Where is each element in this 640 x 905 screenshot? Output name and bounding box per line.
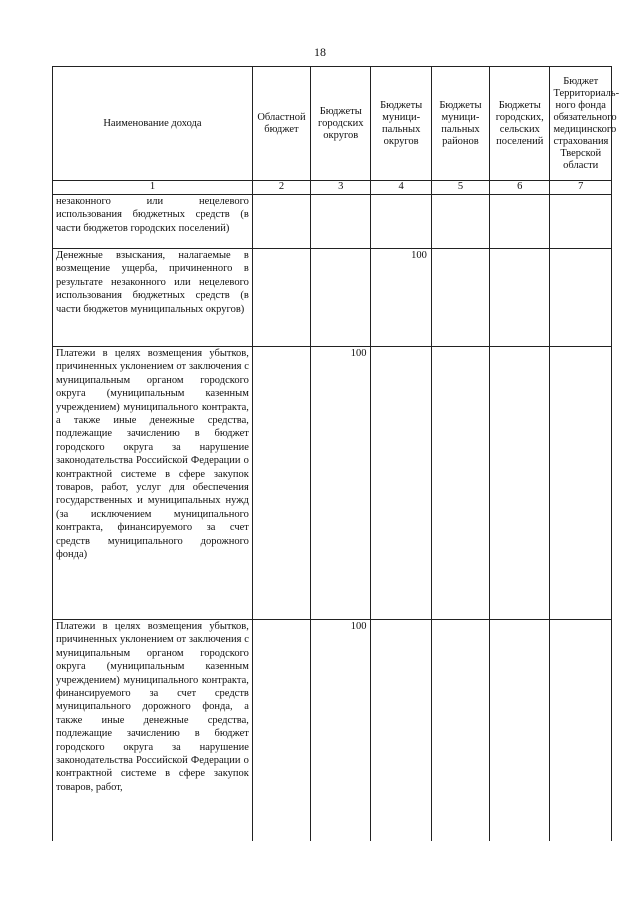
column-number: 4 (371, 181, 431, 195)
header-regional-budget: Областной бюджет (252, 67, 310, 181)
value-cell: 100 (311, 620, 371, 842)
revenue-name-cell: незаконного или нецелевого использования бюджетных средств (в части бюджетов городских поселений) (53, 195, 253, 249)
value-cell (311, 249, 371, 347)
column-number: 5 (431, 181, 489, 195)
value-cell: 100 (311, 347, 371, 620)
column-number: 7 (550, 181, 612, 195)
value-cell (490, 249, 550, 347)
value-cell (431, 347, 489, 620)
table-header-row (53, 67, 612, 181)
revenue-distribution-table (52, 66, 620, 841)
value-cell (490, 195, 550, 249)
value-cell (550, 195, 612, 249)
revenue-name-cell: Платежи в целях возмещения убытков, причиненных уклонением от заключения с муниципальным органом городского округа (муниципальным казенным учреждением) муниципального контракта, а также иные денежные средства, подлежащие зачислению в бюджет городского округа за нарушение законодательства Российской Федерации о контрактной системе в сфере закупок товаров, работ, услуг для обеспечения государственных и муниципальных нужд (за исключением муниципального контракта, финансируемого за счет средств муниципального дорожного фонда) (53, 347, 253, 620)
table-row (53, 620, 612, 842)
header-settlement-budgets: Бюджеты городских, сельских поселений (490, 67, 550, 181)
column-number: 6 (490, 181, 550, 195)
value-cell (550, 620, 612, 842)
value-cell (550, 249, 612, 347)
value-cell (490, 347, 550, 620)
header-municipal-area-budgets: Бюджеты муници-пальных районов (431, 67, 489, 181)
column-number-row (53, 181, 612, 195)
value-cell (431, 249, 489, 347)
table-row (53, 347, 612, 620)
revenue-name-cell: Денежные взыскания, налагаемые в возмещение ущерба, причиненного в результате незаконного или нецелевого использования бюджетных средств (в части бюджетов муниципальных округов) (53, 249, 253, 347)
value-cell (371, 347, 431, 620)
value-cell (252, 195, 310, 249)
header-urban-district-budgets: Бюджеты городских округов (311, 67, 371, 181)
value-cell (311, 195, 371, 249)
value-cell (252, 620, 310, 842)
header-revenue-name: Наименование дохода (53, 67, 253, 181)
revenue-name-cell: Платежи в целях возмещения убытков, причиненных уклонением от заключения с муниципальным органом городского округа (муниципальным казенным учреждением) муниципального контракта, финансируемого за счет средств муниципального дорожного фонда, а также иные денежные средства, подлежащие зачислению в бюджет городского округа за нарушение законодательства Российской Федерации о контрактной системе в сфере закупок товаров, работ, (53, 620, 253, 842)
value-cell (371, 620, 431, 842)
page-number: 18 (314, 45, 326, 59)
value-cell (252, 249, 310, 347)
value-cell (371, 195, 431, 249)
header-municipal-district-budgets: Бюджеты муници-пальных округов (371, 67, 431, 181)
value-cell (431, 195, 489, 249)
value-cell (490, 620, 550, 842)
column-number: 2 (252, 181, 310, 195)
value-cell (252, 347, 310, 620)
value-cell: 100 (371, 249, 431, 347)
header-health-insurance-fund-budget: Бюджет Территориаль-ного фонда обязательного медицинского страхования Тверской области (550, 67, 612, 181)
table-row (53, 249, 612, 347)
column-number: 1 (53, 181, 253, 195)
column-number: 3 (311, 181, 371, 195)
value-cell (550, 347, 612, 620)
table-row (53, 195, 612, 249)
value-cell (431, 620, 489, 842)
